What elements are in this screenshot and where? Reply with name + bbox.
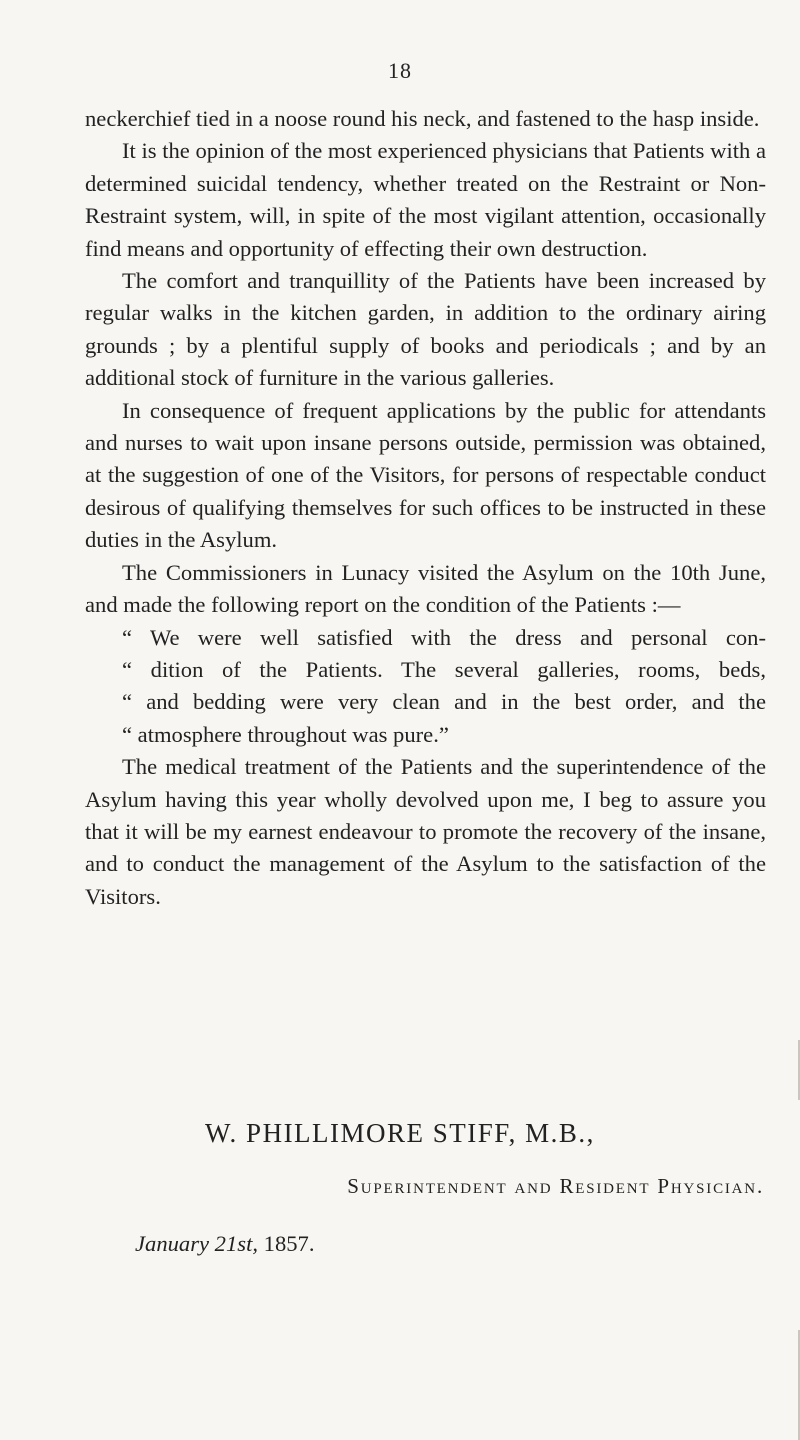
commissioners-quote bbox=[85, 622, 766, 752]
signature: W. PHILLIMORE STIFF, M.B., bbox=[205, 1118, 595, 1148]
date-month-day: January 21st, bbox=[135, 1231, 258, 1256]
quote-line: “ We were well satisfied with the dress and personal con- bbox=[122, 624, 766, 650]
paragraph-3: The comfort and tranquillity of the Patients have been increased by regular walks in the kitchen garden, in addition to the ordinary airing grounds ; by a plentiful supply of books and periodicals ; and by an additional stock of furniture in the various galleries. bbox=[85, 268, 766, 391]
paragraph-5: The Commissioners in Lunacy visited the Asylum on the 10th June, and made the following report on the condition of the Patients :— bbox=[85, 559, 766, 618]
signatory-title: Superintendent and Resident Physician. bbox=[347, 1174, 764, 1198]
closing-paragraph: The medical treatment of the Patients and the superintendence of the Asylum having this year wholly devolved upon me, I beg to assure you that it will be my earnest endeavour to promote the recovery of the insane, and to conduct the management of the Asylum to the satisfaction of the Visitors. bbox=[85, 754, 766, 909]
quote-line: “ and bedding were very clean and in the best order, and the bbox=[122, 689, 766, 715]
paragraph-1: neckerchief tied in a noose round his neck, and fastened to the hasp inside. bbox=[85, 106, 760, 131]
quote-line: “ dition of the Patients. The several galleries, rooms, beds, bbox=[122, 656, 766, 682]
paragraph-4: In consequence of frequent applications by the public for attendants and nurses to wait upon insane persons outside, permission was obtained, at the suggestion of one of the Visitors, for persons of respectable conduct desirous of qualifying themselves for such offices to be instructed in these duties in the Asylum. bbox=[85, 397, 766, 553]
body-text bbox=[85, 103, 766, 913]
paragraph-2: It is the opinion of the most experienced physicians that Patients with a determined suicidal tendency, whether treated on the Restraint or Non-Restraint system, will, in spite of the most vigilant attention, occasionally find means and opportunity of effecting their own destruction. bbox=[85, 138, 766, 261]
page-number: 18 bbox=[388, 58, 412, 83]
quote-line: “ atmosphere throughout was pure.” bbox=[122, 721, 449, 747]
date-year: 1857. bbox=[263, 1231, 315, 1256]
letter-date bbox=[135, 1231, 315, 1257]
